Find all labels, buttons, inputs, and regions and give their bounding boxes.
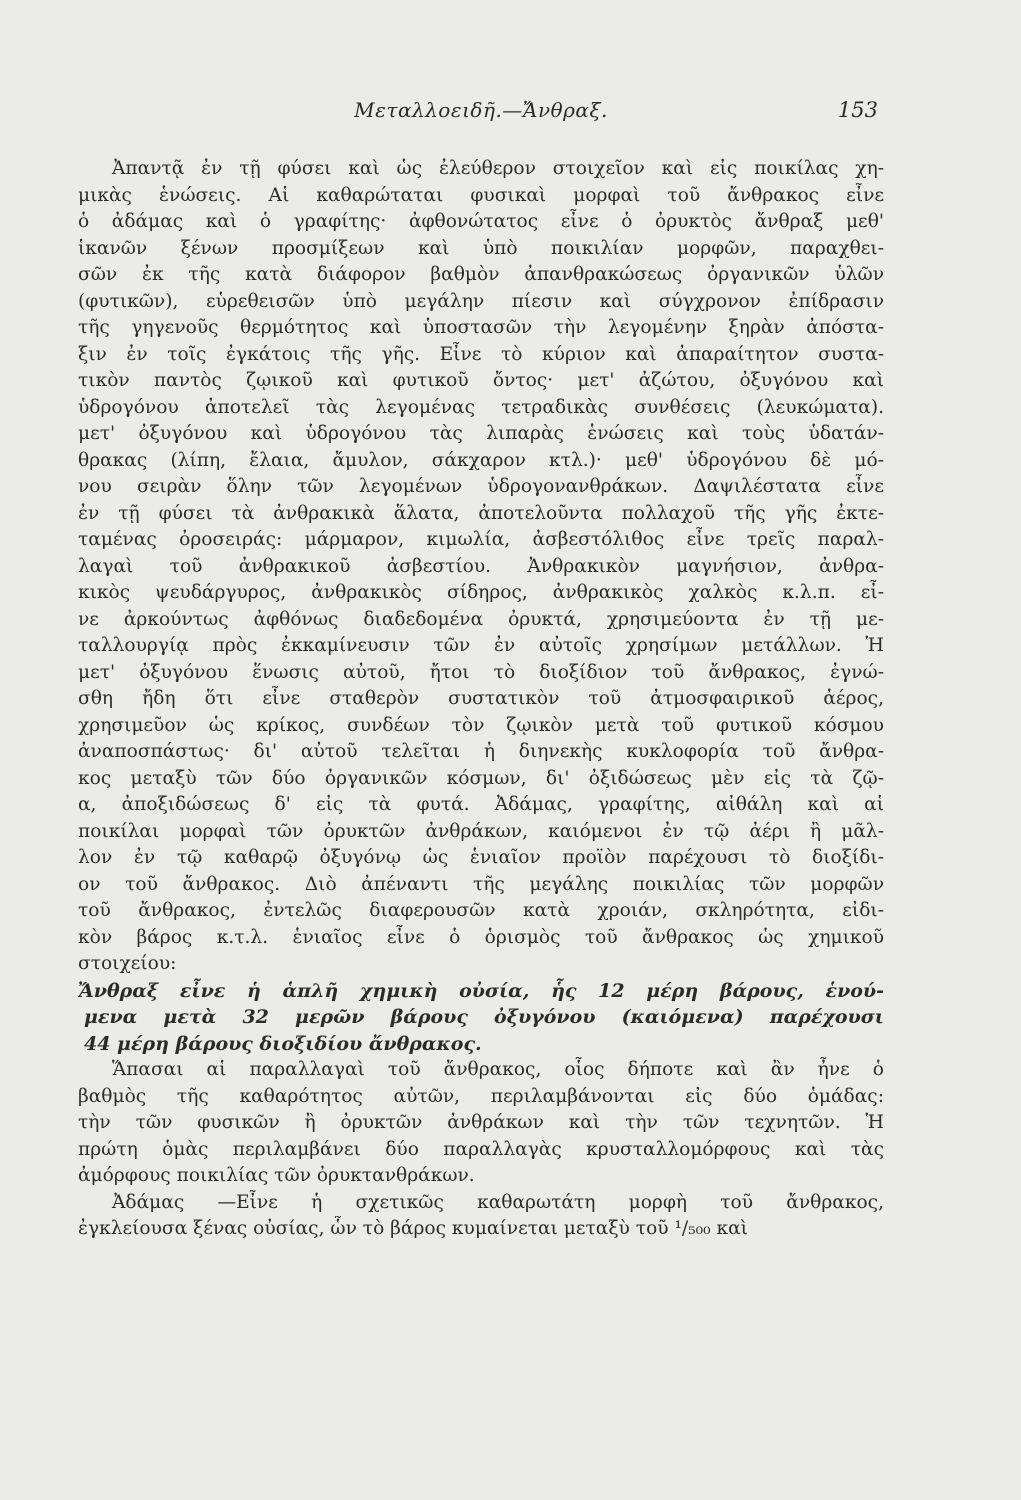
text-line: τοῦ ἄνθρακος, ἐντελῶς διαφερουσῶν κατὰ χροιάν, σκληρότητα, εἰδι- [78, 900, 884, 921]
text-line: ἀμόρφους ποικιλίας τῶν ὀρυκτανθράκων. [78, 1165, 475, 1186]
text-line: χρησιμεῦον ὡς κρίκος, συνδέων τὸν ζῳικὸν μετὰ τοῦ φυτικοῦ κόσμου [78, 714, 884, 736]
text-line: ποικίλαι μορφαὶ τῶν ὀρυκτῶν ἀνθράκων, καιόμενοι ἐν τῷ ἀέρι ἢ μᾶλ- [78, 820, 884, 842]
text-line: ὑδρογόνου ἀποτελεῖ τὰς λεγομένας τετραδικὰς συνθέσεις (λευκώματα). [78, 396, 884, 418]
text-line: α, ἀποξιδώσεως δ' εἰς τὰ φυτά. Ἀδάμας, γραφίτης, αἰθάλη καὶ αἱ [78, 794, 884, 815]
text-line: Ἀδάμας —Εἶνε ἡ σχετικῶς καθαρωτάτη μορφὴ τοῦ ἄνθρακος, [112, 1191, 884, 1213]
text-line: νε ἀρκούντως ἀφθόνως διαδεδομένα ὀρυκτά, χρησιμεύοντα ἐν τῇ με- [78, 608, 884, 630]
text-line: μενα μετὰ 32 μερῶν βάρους ὀξυγόνου (καιόμενα) παρέχουσι [84, 1006, 884, 1028]
text-line: ὁ ἀδάμας καὶ ὁ γραφίτης· ἀφθονώτατος εἶνε ὁ ὀρυκτὸς ἄνθραξ μεθ' [78, 211, 884, 232]
paragraph [78, 156, 884, 978]
text-line: πρώτη ὁμὰς περιλαμβάνει δύο παραλλαγὰς κρυσταλλομόρφους καὶ τὰς [78, 1138, 884, 1160]
text-line: νου σειρὰν ὅλην τῶν λεγομένων ὑδρογονανθράκων. Δαψιλέστατα εἶνε [78, 476, 884, 497]
text-line: ἐν τῇ φύσει τὰ ἀνθρακικὰ ἅλατα, ἀποτελοῦντα πολλαχοῦ τῆς γῆς ἐκτε- [78, 502, 884, 524]
text-line: θρακας (λίπη, ἔλαια, ἄμυλον, σάκχαρον κτλ.)· μεθ' ὑδρογόνου δὲ μό- [78, 449, 884, 471]
paragraph [78, 1057, 884, 1190]
text-line: στοιχείου: [78, 953, 177, 974]
text-line: Ἅπασαι αἱ παραλλαγαὶ τοῦ ἄνθρακος, οἷος δήποτε καὶ ἂν ἦνε ὁ [112, 1059, 884, 1080]
text-line: ον τοῦ ἄνθρακος. Διὸ ἀπέναντι τῆς μεγάλης ποικιλίας τῶν μορφῶν [78, 873, 884, 895]
text-line: λον ἐν τῷ καθαρῷ ὀξυγόνῳ ὡς ἑνιαῖον προϊὸν παρέχουσι τὸ διοξίδι- [78, 847, 884, 868]
text-line: τικὸν παντὸς ζῳικοῦ καὶ φυτικοῦ ὄντος· μετ' ἀζώτου, ὀξυγόνου καὶ [78, 370, 884, 391]
text-line: σθη ἤδη ὅτι εἶνε σταθερὸν συστατικὸν τοῦ ἀτμοσφαιρικοῦ ἀέρος, [78, 688, 884, 709]
text-line: ξιν ἐν τοῖς ἐγκάτοις τῆς γῆς. Εἶνε τὸ κύριον καὶ ἀπαραίτητον συστα- [78, 343, 884, 365]
text-line: λαγαὶ τοῦ ἀνθρακικοῦ ἀσβεστίου. Ἀνθρακικὸν μαγνήσιον, ἀνθρα- [78, 555, 884, 577]
page-header [78, 98, 884, 132]
text-line: μετ' ὀξυγόνου ἕνωσις αὐτοῦ, ἤτοι τὸ διοξίδιον τοῦ ἄνθρακος, ἐγνώ- [78, 661, 884, 683]
text-line: Ἄνθραξ εἶνε ἡ ἁπλῆ χημικὴ οὐσία, ἧς 12 μέρη βάρους, ἑνού- [78, 979, 884, 1002]
definition-paragraph [78, 978, 884, 1058]
text-line: τὴν τῶν φυσικῶν ἢ ὀρυκτῶν ἀνθράκων καὶ τὴν τῶν τεχνητῶν. Ἡ [78, 1112, 884, 1133]
text-line: κος μεταξὺ τῶν δύο ὀργανικῶν κόσμων, δι' ὀξιδώσεως μὲν εἰς τὰ ζῷ- [78, 767, 884, 789]
text-line: Ἀπαντᾷ ἐν τῇ φύσει καὶ ὡς ἐλεύθερον στοιχεῖον καὶ εἰς ποικίλας χη- [112, 158, 884, 179]
running-head: Μεταλλοειδῆ.—Ἄνθραξ. [354, 98, 608, 122]
text-line: κικὸς ψευδάργυρος, ἀνθρακικὸς σίδηρος, ἀνθρακικὸς χαλκὸς κ.λ.π. εἶ- [78, 582, 884, 603]
text-line: (φυτικῶν), εὑρεθεισῶν ὑπὸ μεγάλην πίεσιν καὶ σύγχρονον ἐπίδρασιν [78, 290, 884, 312]
text-line: 44 μέρη βάρους διοξιδίου ἄνθρακος. [84, 1032, 482, 1055]
text-line: ἀναποσπάστως· δι' αὐτοῦ τελεῖται ἡ διηνεκὴς κυκλοφορία τοῦ ἄνθρα- [78, 741, 884, 762]
text-line: μικὰς ἑνώσεις. Αἱ καθαρώταται φυσικαὶ μορφαὶ τοῦ ἄνθρακος εἶνε [78, 184, 884, 206]
text-line: μετ' ὀξυγόνου καὶ ὑδρογόνου τὰς λιπαρὰς ἑνώσεις καὶ τοὺς ὑδατάν- [78, 423, 884, 444]
text-line: ταμένας ὀροσειράς: μάρμαρον, κιμωλία, ἀσβεστόλιθος εἶνε τρεῖς παραλ- [78, 529, 884, 550]
text-line: σῶν ἐκ τῆς κατὰ διάφορον βαθμὸν ἀπανθρακώσεως ὀργανικῶν ὑλῶν [78, 264, 884, 285]
body-text [78, 156, 884, 1243]
text-line: κὸν βάρος κ.τ.λ. ἑνιαῖος εἶνε ὁ ὁρισμὸς τοῦ ἄνθρακος ὡς χημικοῦ [78, 926, 884, 948]
text-line: ἐγκλείουσα ξένας οὐσίας, ὧν τὸ βάρος κυμαίνεται μεταξὺ τοῦ ¹/₅₀₀ καὶ [78, 1218, 748, 1239]
text-line: βαθμὸς τῆς καθαρότητος αὐτῶν, περιλαμβάνονται εἰς δύο ὁμάδας: [78, 1085, 884, 1107]
paragraph [78, 1190, 884, 1243]
text-line: ταλλουργίᾳ πρὸς ἐκκαμίνευσιν τῶν ἐν αὐτοῖς χρησίμων μετάλλων. Ἡ [78, 635, 884, 656]
text-line: τῆς γηγενοῦς θερμότητος καὶ ὑποστασῶν τὴν λεγομένην ξηρὰν ἀπόστα- [78, 317, 884, 338]
page-number: 153 [837, 98, 878, 122]
text-line: ἱκανῶν ξένων προσμίξεων καὶ ὑπὸ ποικιλίαν μορφῶν, παραχθει- [78, 237, 884, 259]
